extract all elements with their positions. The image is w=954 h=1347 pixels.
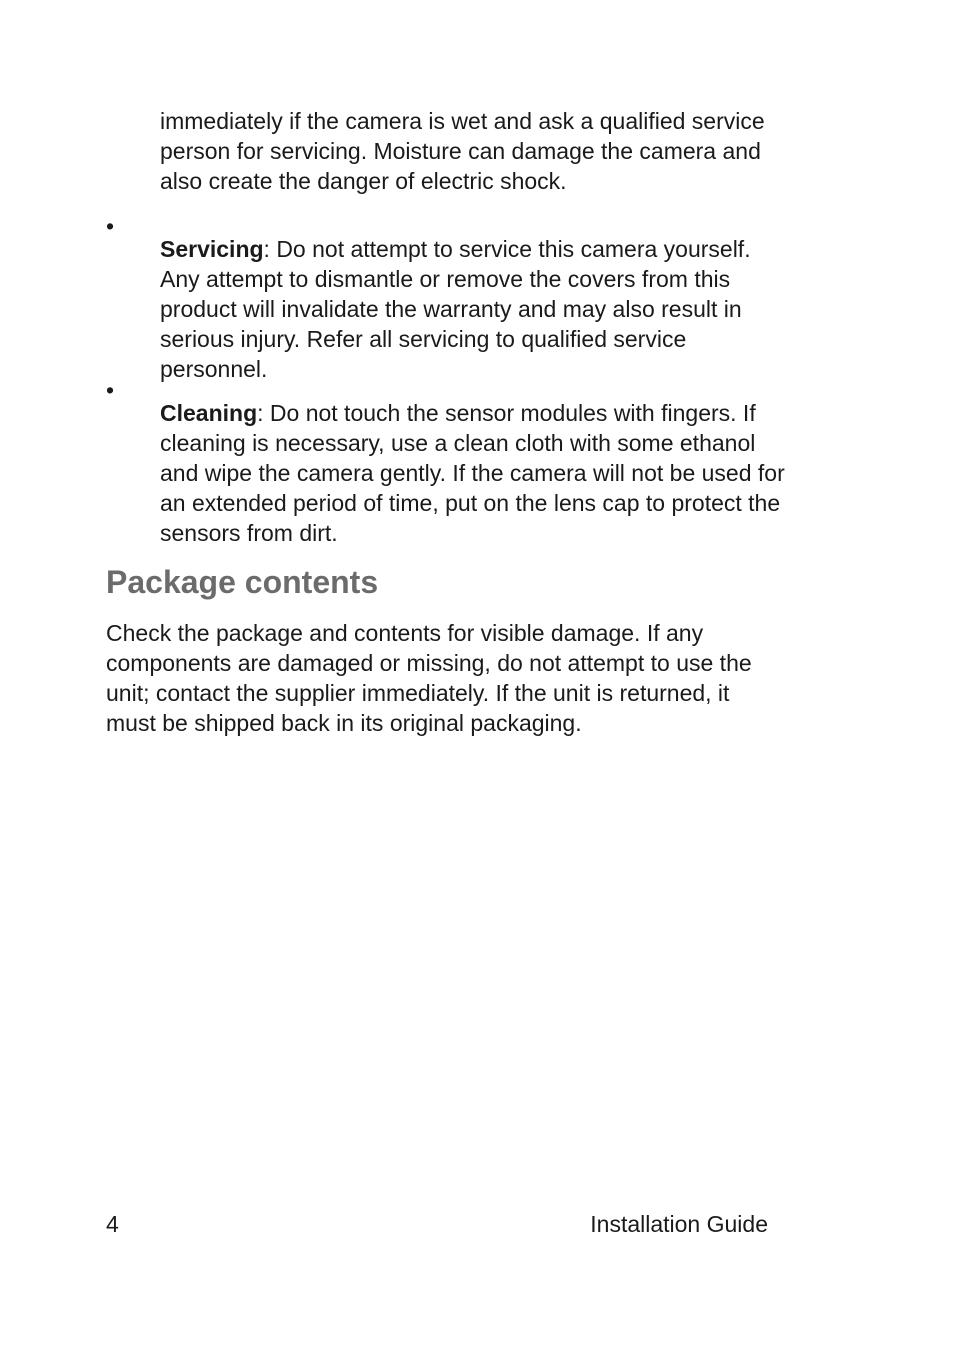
section-body: Check the package and contents for visible damage. If any components are damaged or missing, do not attempt to use the unit; contact the supplier immediately. If the unit is returned, it must be shipped back in its original packaging. <box>106 620 752 736</box>
bullet-description: : Do not attempt to service this camera yourself. Any attempt to dismantle or remove the covers from this product will invalidate the warranty and may also result in serious injury. Refer all servicing to qualified service personnel. <box>160 236 751 382</box>
section-heading: Package contents <box>106 564 379 600</box>
bullet-description: : Do not touch the sensor modules with fingers. If cleaning is necessary, use a clean cloth with some ethanol and wipe the camera gently. If the camera will not be used for an extended period of time, put on the lens cap to protect the sensors from dirt. <box>160 400 785 546</box>
bullet-text <box>160 234 790 384</box>
page-number: 4 <box>106 1211 119 1237</box>
footer-document-title: Installation Guide <box>590 1211 768 1237</box>
bullet-term: Cleaning <box>160 400 258 426</box>
continued-paragraph: immediately if the camera is wet and ask a qualified service person for servicing. Moisture can damage the camera and also create the danger of electric shock. <box>160 108 765 194</box>
bullet-icon: • <box>106 377 115 403</box>
bullet-icon: • <box>106 213 115 239</box>
bullet-item-cleaning <box>106 375 806 571</box>
bullet-term: Servicing <box>160 236 264 262</box>
bullet-text <box>160 398 790 548</box>
